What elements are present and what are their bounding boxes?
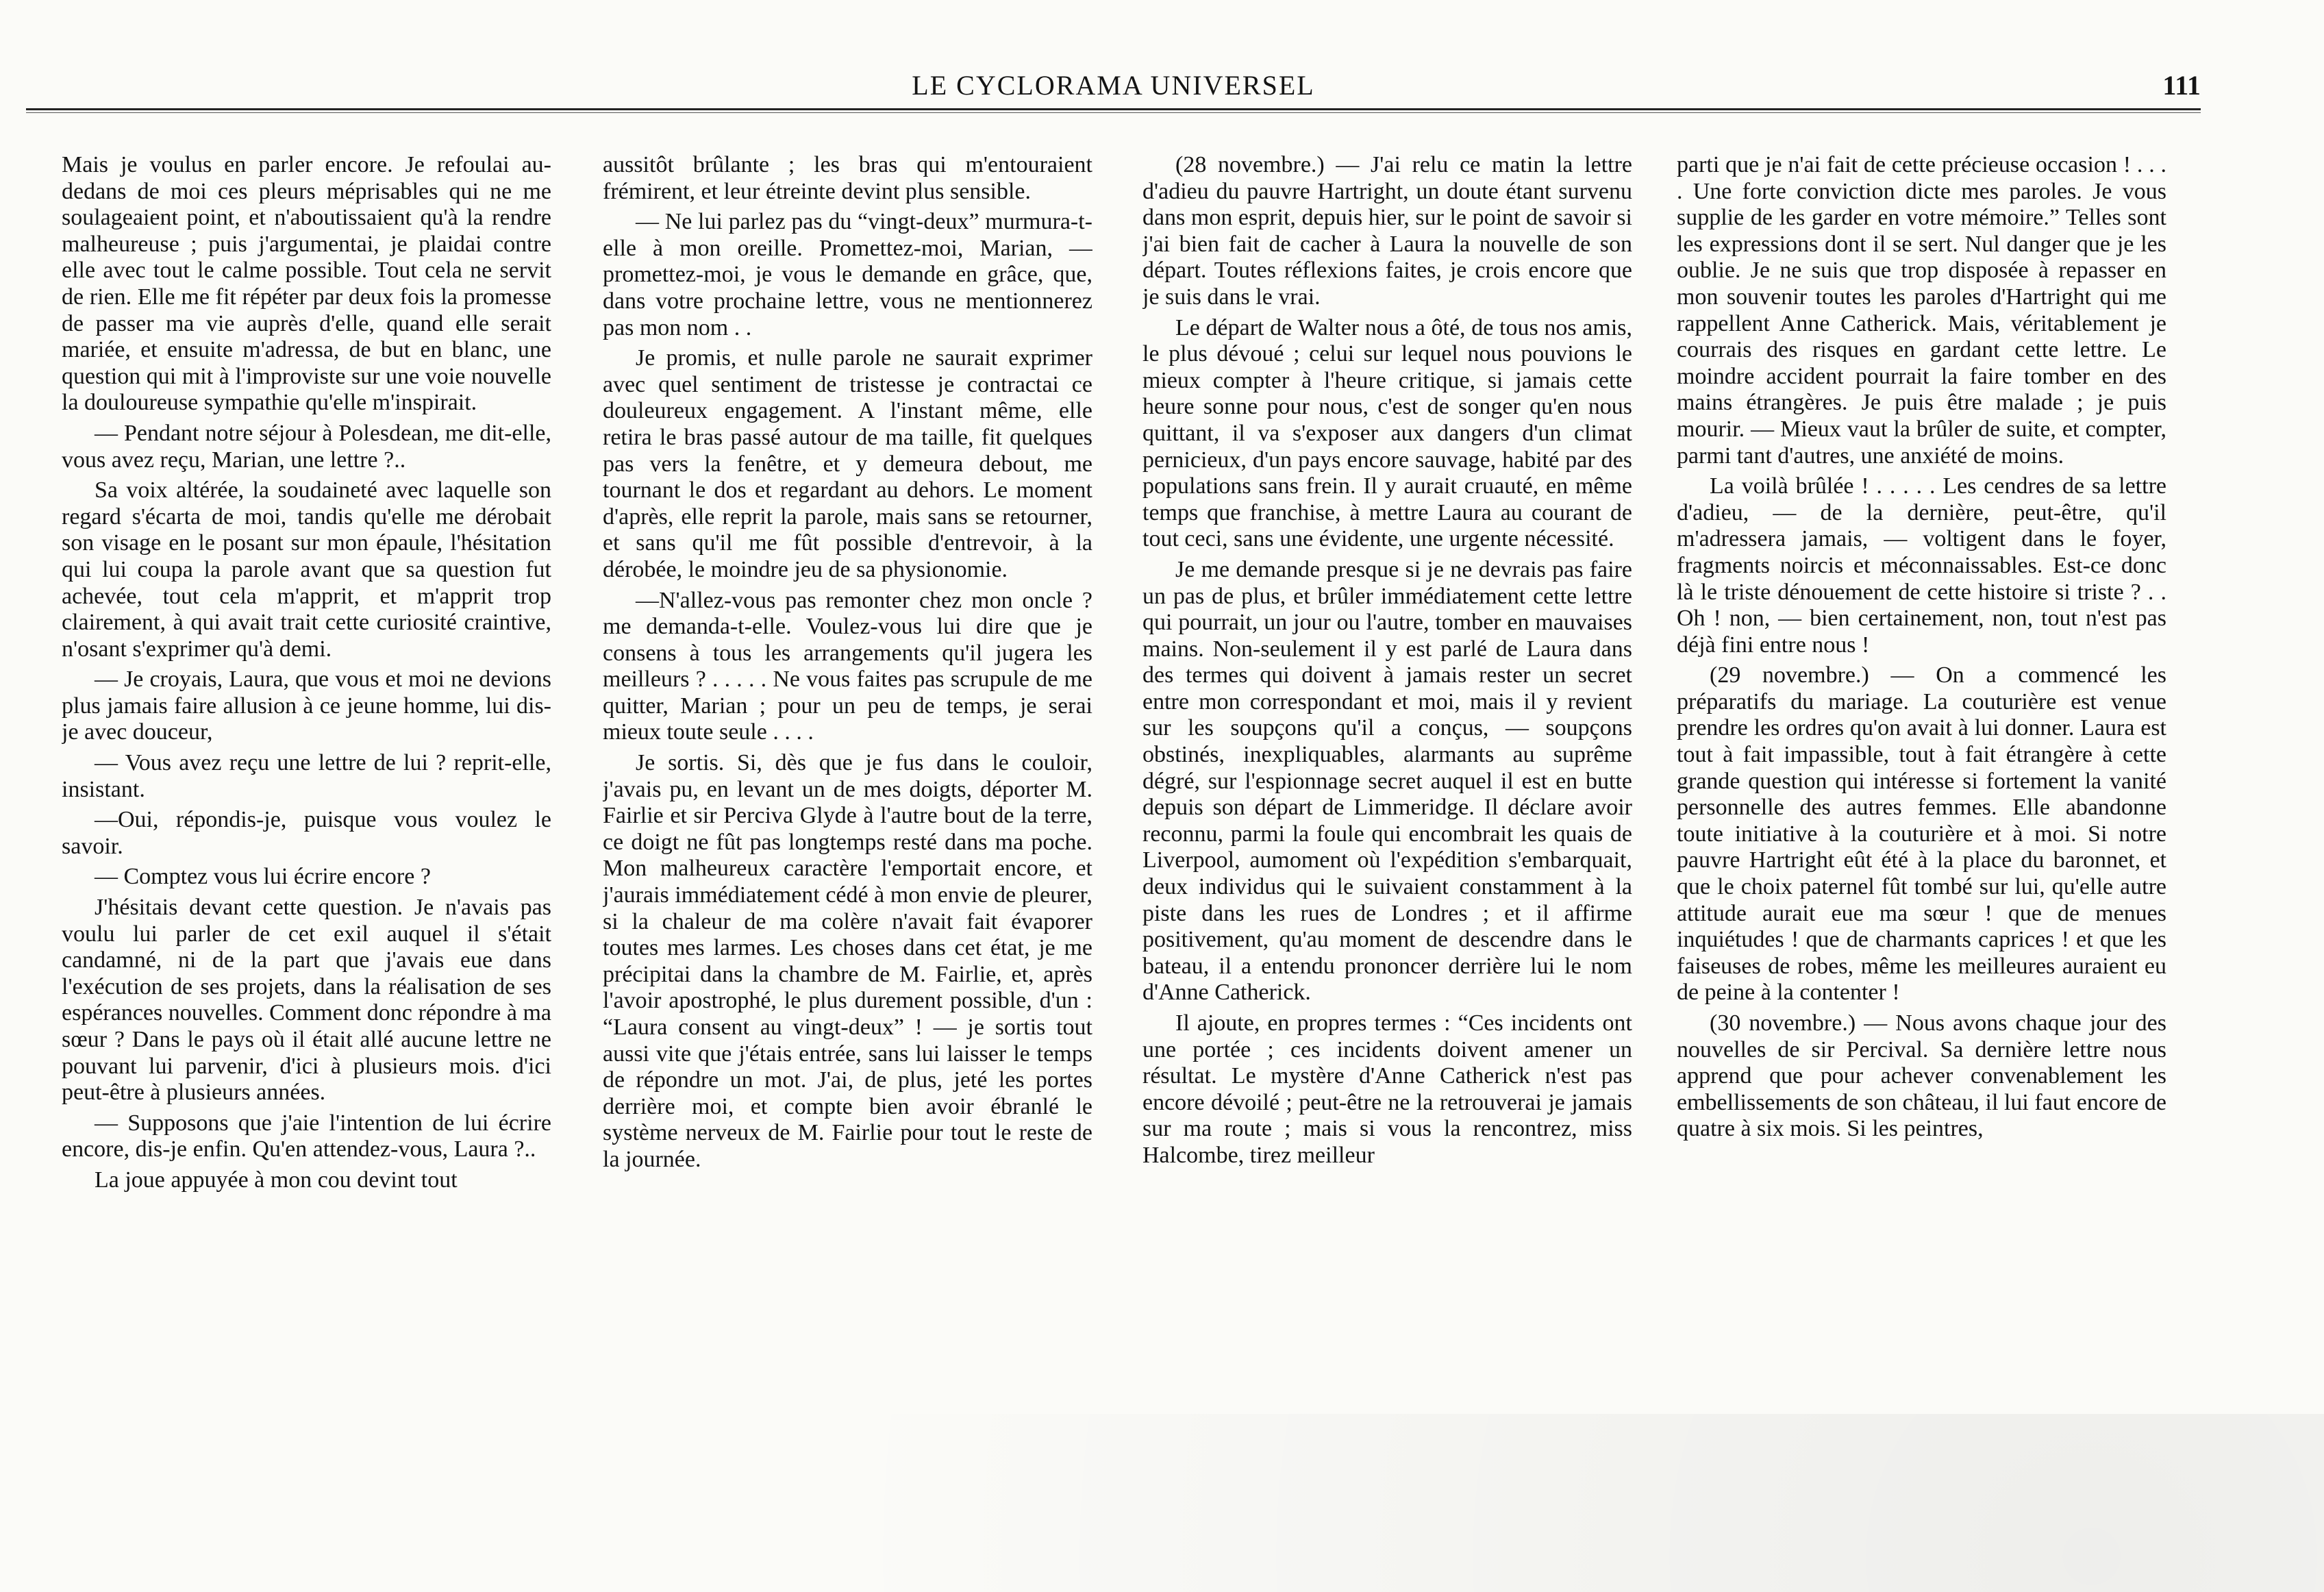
paragraph: — Je croyais, Laura, que vous et moi ne devions plus jamais faire allusion à ce jeune homme, lui dis-je avec douceur, bbox=[62, 667, 551, 745]
paragraph: (28 novembre.) — J'ai relu ce matin la lettre d'adieu du pauvre Hartright, un doute étant survenu dans mon esprit, depuis hier, sur le point de savoir si j'ai bien fait de cacher à Laura la nouvelle de son départ. Toutes réflexions faites, je crois encore que je suis dans le vrai. bbox=[1142, 152, 1632, 310]
paragraph: La voilà brûlée ! . . . . . Les cendres de sa lettre d'adieu, — de la dernière, peut-être, qu'il m'adressera jamais, — voltigent dans le foyer, fragments noircis et méconnaissables. Est-ce donc là le triste dénouement de cette histoire si triste ? . . Oh ! non, — bien certainement, non, tout n'est pas déjà fini entre nous ! bbox=[1677, 473, 2166, 658]
journal-title: LE CYCLORAMA UNIVERSEL bbox=[912, 70, 1315, 101]
paragraph: Je sortis. Si, dès que je fus dans le couloir, j'avais pu, en levant un de mes doigts, déporter M. Fairlie et sir Perciva Glyde à l'autre bout de la terre, ce doigt ne fût pas longtemps resté dans ma poche. Mon malheureux caractère l'emportait encore, et j'aurais immédiatement cédé à mon envie de pleurer, si la chaleur de ma colère n'avait fait évaporer toutes mes larmes. Les choses dans cet état, je me précipitai dans la chambre de M. Fairlie, et, après l'avoir apostrophé, le plus durement possible, d'un : “Laura consent au vingt-deux” ! — je sortis tout aussi vite que j'étais entrée, sans lui laisser le temps de répondre un mot. J'ai, de plus, jeté les portes derrière moi, et compte bien avoir ébranlé le système nerveux de M. Fairlie pour tout le reste de la journée. bbox=[603, 750, 1092, 1172]
text-column-3 bbox=[1142, 152, 1632, 1454]
paragraph: J'hésitais devant cette question. Je n'avais pas voulu lui parler de cet exil auquel il s'était candamné, ni de la part que j'avais eue dans l'exécution de ses projets, dans la réalisation de ses espérances nouvelles. Comment donc répondre à ma sœur ? Dans le pays où il était allé aucune lettre ne pouvant lui parvenir, d'ici à plusieurs mois. d'ici peut-être à plusieurs années. bbox=[62, 895, 551, 1106]
paragraph: —Oui, répondis-je, puisque vous voulez le savoir. bbox=[62, 807, 551, 859]
page-number: 111 bbox=[2162, 70, 2201, 101]
paragraph: (30 novembre.) — Nous avons chaque jour des nouvelles de sir Percival. Sa dernière lettre nous apprend que pour achever convenablement les embellissements de son château, il lui faut encore de quatre à six mois. Si les peintres, bbox=[1677, 1010, 2166, 1142]
paragraph: — Supposons que j'aie l'intention de lui écrire encore, dis-je enfin. Qu'en attendez-vous, Laura ?.. bbox=[62, 1110, 551, 1162]
paragraph: Sa voix altérée, la soudaineté avec laquelle son regard s'écarta de moi, tandis qu'elle me dérobait son visage en le posant sur mon épaule, l'hésitation qui lui coupa la parole avant que sa question fut achevée, tout cela m'apprit, et m'apprit trop clairement, à qui avait trait cette curiosité craintive, n'osant s'exprimer qu'à demi. bbox=[62, 477, 551, 662]
paper-texture bbox=[0, 1414, 2324, 1592]
paragraph: — Ne lui parlez pas du “vingt-deux” murmura-t-elle à mon oreille. Promettez-moi, Marian, — promettez-moi, je vous le demande en grâce, que, dans votre prochaine lettre, vous ne mentionnerez pas mon nom . . bbox=[603, 209, 1092, 340]
paragraph: aussitôt brûlante ; les bras qui m'entouraient frémirent, et leur étreinte devint plus sensible. bbox=[603, 152, 1092, 204]
paragraph: Mais je voulus en parler encore. Je refoulai au-dedans de moi ces pleurs méprisables qui ne me soulageaient point, et n'aboutissaient qu'à la rendre malheureuse ; puis j'argumentai, je plaidai contre elle avec tout le calme possible. Tout cela ne servit de rien. Elle me fit répéter par deux fois la promesse de passer ma vie auprès d'elle, quand elle serait mariée, et ensuite m'adressa, de but en blanc, une question qui mit à l'improviste sur une voie nouvelle la douloureuse sympathie qu'elle m'inspirait. bbox=[62, 152, 551, 416]
paragraph: — Vous avez reçu une lettre de lui ? reprit-elle, insistant. bbox=[62, 750, 551, 802]
paragraph: —N'allez-vous pas remonter chez mon oncle ? me demanda-t-elle. Voulez-vous lui dire que je consens à tous les arrangements qu'il jugera les meilleurs ? . . . . . Ne vous faites pas scrupule de me quitter, Marian ; pour un peu de temps, je serai mieux toute seule . . . . bbox=[603, 587, 1092, 745]
text-column-1 bbox=[62, 152, 551, 1454]
paragraph: Le départ de Walter nous a ôté, de tous nos amis, le plus dévoué ; celui sur lequel nous pouvions le mieux compter à l'heure critique, si jamais cette heure sonne pour nous, c'est de songer qu'en nous quittant, il va s'exposer aux dangers d'un climat pernicieux, d'un pays encore sauvage, habité par des populations sans frein. Il y aurait cruauté, en même temps que franchise, à mettre Laura au courant de tout ceci, sans une évidente, une urgente nécessité. bbox=[1142, 314, 1632, 552]
paragraph: (29 novembre.) — On a commencé les préparatifs du mariage. La couturière est venue prendre les ordres qu'on avait à lui donner. Laura est tout à fait impassible, tout à fait étrangère à cette grande question qui intéresse si fortement la vanité personnelle des autres femmes. Elle abandonne toute initiative à la couturière et à moi. Si notre pauvre Hartright eût été à la place du baronnet, et que le choix paternel fût tombé sur lui, qu'elle autre attitude aurait eue ma sœur ! que de menues inquiétudes ! que de charmants caprices ! et que les faiseuses de robes, même les meilleures auraient eu de peine à la contenter ! bbox=[1677, 662, 2166, 1006]
paragraph: — Comptez vous lui écrire encore ? bbox=[95, 864, 431, 890]
paragraph: Il ajoute, en propres termes : “Ces incidents ont une portée ; ces incidents doivent amener un résultat. Le mystère d'Anne Catherick n'est pas encore dévoilé ; peut-être ne la retrouverai je jamais sur ma route ; mais si vous la rencontrez, miss Halcombe, tirez meilleur bbox=[1142, 1010, 1632, 1168]
header-rule bbox=[26, 108, 2201, 113]
paragraph: La joue appuyée à mon cou devint tout bbox=[95, 1167, 458, 1193]
paragraph: parti que je n'ai fait de cette précieuse occasion ! . . . . Une forte conviction dicte mes paroles. Je vous supplie de les garder en votre mémoire.” Telles sont les expressions dont il se sert. Nul danger que je les oublie. Je ne suis que trop disposée à repasser en mon souvenir toutes les paroles d'Hartright qui me rappellent Anne Catherick. Mais, véritablement je courrais des risques en gardant cette lettre. Le moindre accident pourrait la faire tomber en des mains étrangères. Je puis être malade ; je puis mourir. — Mieux vaut la brûler de suite, et compter, parmi tant d'autres, une anxiété de moins. bbox=[1677, 152, 2166, 469]
paragraph: Je me demande presque si je ne devrais pas faire un pas de plus, et brûler immédiatement cette lettre qui pourrait, un jour ou l'autre, tomber en mauvaises mains. Non-seulement il y est parlé de Laura dans des termes qui doivent à jamais rester un secret entre mon correspondant et moi, mais il y revient sur les soupçons qu'il a conçus, — soupçons obstinés, inexpliquables, alarmants au suprême dégré, sur l'espionnage secret auquel il est en butte depuis son départ de Limmeridge. Il déclare avoir reconnu, parmi la foule qui encombrait les quais de Liverpool, aumoment où l'expédition s'embarquait, deux individus qui le suivaient constamment à la piste dans les rues de Londres ; et il affirme positivement, qu'au moment de descendre dans le bateau, il a entendu prononcer derrière lui le nom d'Anne Catherick. bbox=[1142, 556, 1632, 1006]
paragraph: Je promis, et nulle parole ne saurait exprimer avec quel sentiment de tristesse je contractai ce douleureux engagement. A l'instant même, elle retira le bras passé autour de ma taille, fit quelques pas vers la fenêtre, et y demeura debout, me tournant le dos et regardant au dehors. Le moment d'après, elle reprit la parole, mais sans se retourner, et sans qu'il me fût possible d'entrevoir, à la dérobée, le moindre jeu de sa physionomie. bbox=[603, 345, 1092, 582]
text-column-4 bbox=[1677, 152, 2166, 1454]
paragraph: — Pendant notre séjour à Polesdean, me dit-elle, vous avez reçu, Marian, une lettre ?.. bbox=[62, 420, 551, 473]
text-column-2 bbox=[603, 152, 1092, 1454]
